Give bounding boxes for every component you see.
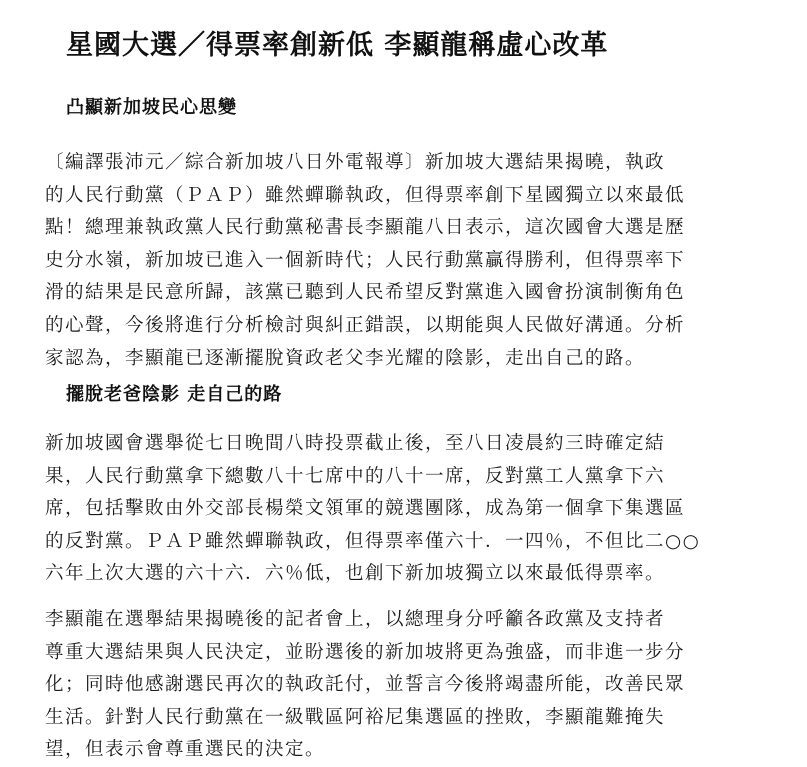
article-paragraph — [45, 604, 745, 767]
section-heading: 凸顯新加坡民心思變 — [66, 97, 237, 118]
text-line: 尊重大選結果與人民決定，並盼選後的新加坡將更為強盛，而非進一步分 — [45, 641, 686, 663]
text-line: 的心聲，今後將進行分析檢討與糾正錯誤，以期能與人民做好溝通。分析 — [45, 314, 686, 336]
text-line: 家認為，李顯龍已逐漸擺脫資政老父李光耀的陰影，走出自己的路。 — [45, 347, 646, 369]
text-line: 的反對黨。ＰＡＰ雖然蟬聯執政，但得票率僅六十．一四％，不但比二○○ — [45, 530, 701, 552]
text-line: 李顯龍在選舉結果揭曉後的記者會上，以總理身分呼籲各政黨及支持者 — [45, 609, 666, 630]
article-paragraph — [45, 428, 745, 591]
text-line: 六年上次大選的六十六．六％低，也創下新加坡獨立以來最低得票率。 — [45, 563, 666, 585]
text-line: 新加坡國會選舉從七日晚間八時投票截止後，至八日凌晨約三時確定結 — [45, 433, 666, 454]
section-heading: 擺脫老爸陰影 走自己的路 — [66, 384, 283, 405]
article-headline: 星國大選／得票率創新低 李顯龍稱虛心改革 — [66, 30, 609, 61]
article-paragraph — [45, 147, 745, 375]
text-line: 〔編譯張沛元／綜合新加坡八日外電報導〕新加坡大選結果揭曉，執政 — [45, 152, 666, 173]
text-line: 生活。針對人民行動黨在一級戰區阿裕尼集選區的挫敗，李顯龍難掩失 — [45, 706, 666, 728]
text-line: 滑的結果是民意所歸，該黨已聽到人民希望反對黨進入國會扮演制衡角色 — [45, 282, 686, 304]
text-line: 化；同時他感謝選民再次的執政託付，並誓言今後將竭盡所能，改善民眾 — [45, 674, 686, 696]
text-line: 席，包括擊敗由外交部長楊榮文領軍的競選團隊，成為第一個拿下集選區 — [45, 498, 686, 520]
text-line: 望，但表示會尊重選民的決定。 — [45, 739, 326, 761]
text-line: 的人民行動黨（ＰＡＰ）雖然蟬聯執政，但得票率創下星國獨立以來最低 — [45, 184, 686, 206]
text-line: 史分水嶺，新加坡已進入一個新時代；人民行動黨贏得勝利，但得票率下 — [45, 249, 686, 271]
text-line: 點！總理兼執政黨人民行動黨秘書長李顯龍八日表示，這次國會大選是歷 — [45, 217, 686, 239]
text-line: 果，人民行動黨拿下總數八十七席中的八十一席，反對黨工人黨拿下六 — [45, 465, 666, 487]
